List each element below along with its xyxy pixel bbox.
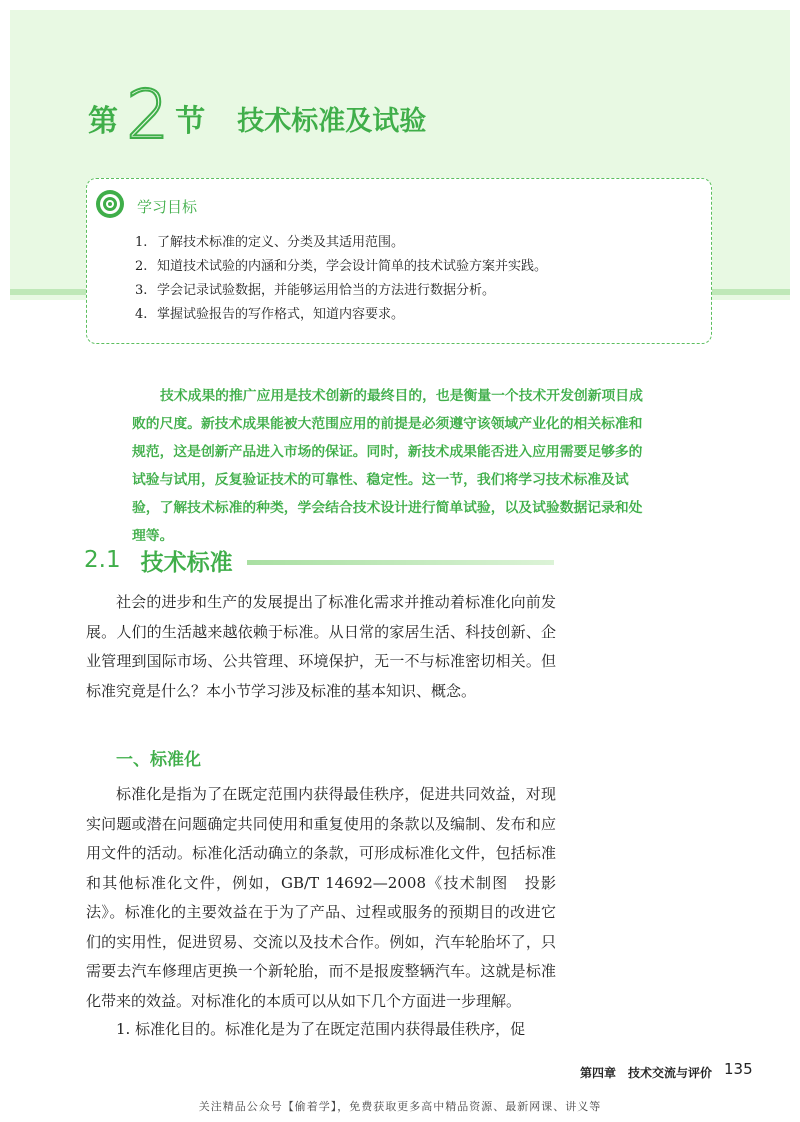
section-title [88, 76, 427, 155]
learning-goals-label: 学习目标 [137, 197, 198, 216]
intro-paragraph: 技术成果的推广应用是技术创新的最终目的，也是衡量一个技术开发创新项目成败的尺度。新技术成果能被大范围应用的前提是必须遵守该领域产业化的相关标准和规范，这是创新产品进入市场的保证。同时，新技术成果能否进入应用需要足够多的试验与试用，反复验证技术的可靠性、稳定性。这一节，我们将学习技术标准及试验，了解技术标准的种类，学会结合技术设计进行简单试验，以及试验数据记录和处理等。 [132, 388, 643, 544]
section-number: 2 [126, 76, 170, 155]
list-item [135, 303, 547, 327]
goal-index: 4. [135, 307, 148, 322]
page-number: 135 [724, 1060, 753, 1078]
goal-text: 掌握试验报告的写作格式，知道内容要求。 [157, 307, 405, 322]
body-paragraph-3: 1. 标准化目的。标准化是为了在既定范围内获得最佳秩序，促 [116, 1020, 526, 1038]
watermark-text: 关注精品公众号【偷着学】，免费获取更多高中精品资源、最新网课、讲义等 [198, 1100, 602, 1113]
section-suffix: 节 [175, 104, 206, 139]
learning-goals-header [95, 189, 197, 223]
goal-text: 知道技术试验的内涵和分类，学会设计简单的技术试验方案并实践。 [157, 259, 548, 274]
subsection-heading [84, 540, 554, 580]
section-name: 技术标准及试验 [237, 106, 427, 137]
heading-standardization: 一、标准化 [116, 750, 201, 770]
goal-index: 2. [135, 259, 148, 274]
body-paragraph-1: 社会的进步和生产的发展提出了标准化需求并推动着标准化向前发展。人们的生活越来越依赖于标准。从日常的家居生活、科技创新、企业管理到国际市场、公共管理、环境保护，无一不与标准密切相关。但标准究竟是什么？本小节学习涉及标准的基本知识、概念。 [86, 593, 556, 700]
learning-goals-box [86, 178, 712, 344]
heading-rule [247, 560, 554, 565]
body-paragraph-2: 标准化是指为了在既定范围内获得最佳秩序，促进共同效益，对现实问题或潜在问题确定共同使用和重复使用的条款以及编制、发布和应用文件的活动。标准化活动确立的条款，可形成标准化文件，包括标准和其他标准化文件，例如，GB/T 14692—2008《技术制图 投影法》。标准化的主要效益在于为了产品、过程或服务的预期目的改进它们的实用性，促进贸易、交流以及技术合作。例如，汽车轮胎坏了，只需要去汽车修理店更换一个新轮胎，而不是报废整辆汽车。这就是标准化带来的效益。对标准化的本质可以从如下几个方面进一步理解。 [86, 785, 556, 1010]
goal-text: 了解技术标准的定义、分类及其适用范围。 [157, 235, 405, 250]
list-item [135, 231, 547, 255]
learning-goals-list [135, 231, 547, 327]
list-item [135, 279, 547, 303]
section-prefix: 第 [88, 104, 118, 139]
list-item [135, 255, 547, 279]
goal-index: 1. [135, 235, 148, 250]
subsection-number: 2.1 [84, 547, 121, 573]
goal-text: 学会记录试验数据，并能够运用恰当的方法进行数据分析。 [157, 283, 496, 298]
footer-chapter: 第四章 技术交流与评价 [580, 1066, 713, 1080]
subsection-title: 技术标准 [140, 549, 233, 576]
goal-index: 3. [135, 283, 148, 298]
target-icon [95, 189, 125, 223]
